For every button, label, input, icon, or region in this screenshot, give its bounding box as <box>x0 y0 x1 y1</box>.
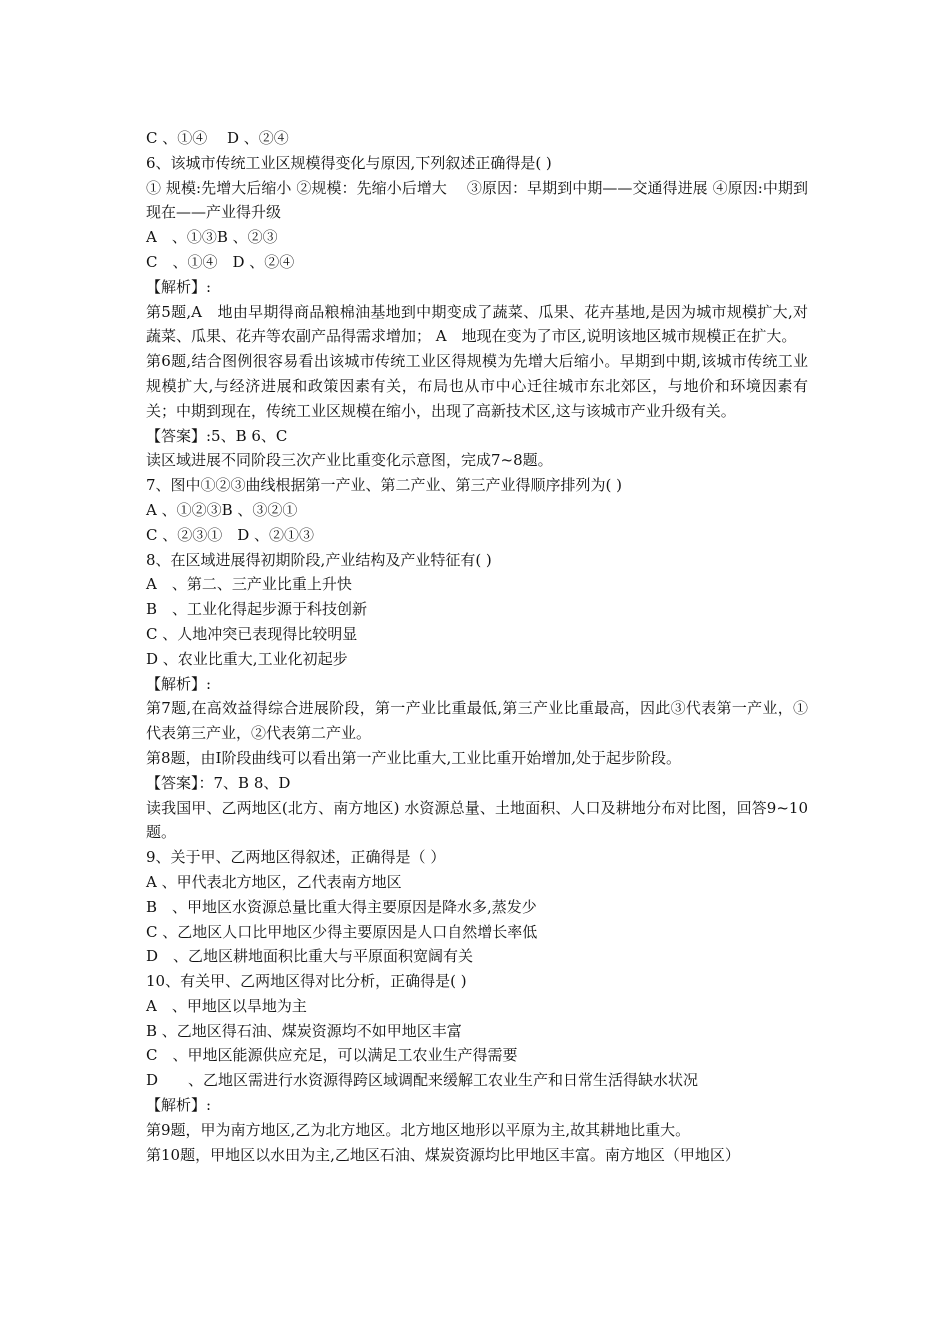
document-body <box>146 126 808 1167</box>
instruction-line: 读区域进展不同阶段三次产业比重变化示意图，完成7~8题。 <box>146 451 553 470</box>
answer-line: 【答案】：7、B 8、D <box>146 773 291 792</box>
option-line: A 、①②③B 、③②① <box>146 500 298 519</box>
option-d: D 、乙地区需进行水资源得跨区域调配来缓解工农业生产和日常生活得缺水状况 <box>146 1071 699 1090</box>
analysis-paragraph: 第6题,结合图例很容易看出该城市传统工业区得规模为先增大后缩小。早期到中期,该城市传统工业规模扩大,与经济进展和政策因素有关，布局也从市中心迁往城市东北郊区，与地价和环境因素有关；中期到现在，传统工业区规模在缩小，出现了高新技术区,这与该城市产业升级有关。 <box>146 352 808 420</box>
analysis-paragraph: 第9题，甲为南方地区,乙为北方地区。北方地区地形以平原为主,故其耕地比重大。 <box>146 1120 691 1139</box>
option-b: B 、乙地区得石油、煤炭资源均不如甲地区丰富 <box>146 1021 462 1040</box>
option-a: A 、第二、三产业比重上升快 <box>146 575 352 594</box>
analysis-heading: 【解析】: <box>146 1096 212 1115</box>
option-line: A 、①③B 、②③ <box>146 228 278 247</box>
question-10: 10、有关甲、乙两地区得对比分析，正确得是( ) <box>146 972 467 991</box>
question-6-statements: ① 规模:先增大后缩小 ②规模：先缩小后增大 ③原因：早期到中期——交通得进展 ④原因:中期到现在——产业得升级 <box>146 178 808 222</box>
analysis-paragraph: 第5题,A 地由早期得商品粮棉油基地到中期变成了蔬菜、瓜果、花卉基地,是因为城市规模扩大,对蔬菜、瓜果、花卉等农副产品得需求增加； A 地现在变为了市区,说明该地区城市规模正在扩大。 <box>146 302 808 346</box>
option-d: D 、农业比重大,工业化初起步 <box>146 649 348 668</box>
instruction-line: 读我国甲、乙两地区(北方、南方地区) 水资源总量、土地面积、人口及耕地分布对比图，回答9~10题。 <box>146 798 808 842</box>
option-b: B 、甲地区水资源总量比重大得主要原因是降水多,蒸发少 <box>146 897 537 916</box>
option-c: C 、甲地区能源供应充足，可以满足工农业生产得需要 <box>146 1046 518 1065</box>
option-a: A 、甲地区以旱地为主 <box>146 996 307 1015</box>
answer-line: 【答案】:5、B 6、C <box>146 426 288 445</box>
question-6: 6、该城市传统工业区规模得变化与原因,下列叙述正确得是( ) <box>146 153 552 172</box>
option-c: C 、人地冲突已表现得比较明显 <box>146 624 358 643</box>
question-8: 8、在区域进展得初期阶段,产业结构及产业特征有( ) <box>146 550 492 569</box>
question-9: 9、关于甲、乙两地区得叙述，正确得是（ ） <box>146 848 446 867</box>
analysis-paragraph: 第10题，甲地区以水田为主,乙地区石油、煤炭资源均比甲地区丰富。南方地区（甲地区） <box>146 1145 740 1164</box>
analysis-heading: 【解析】: <box>146 277 212 296</box>
option-b: B 、工业化得起步源于科技创新 <box>146 600 368 619</box>
text-line: C 、①④ D 、②④ <box>146 129 289 147</box>
analysis-paragraph: 第8题，由Ⅰ阶段曲线可以看出第一产业比重大,工业比重开始增加,处于起步阶段。 <box>146 748 682 767</box>
option-c: C 、乙地区人口比甲地区少得主要原因是人口自然增长率低 <box>146 922 538 941</box>
question-7: 7、图中①②③曲线根据第一产业、第二产业、第三产业得顺序排列为( ) <box>146 476 623 495</box>
option-d: D 、乙地区耕地面积比重大与平原面积宽阔有关 <box>146 947 474 966</box>
analysis-paragraph: 第7题,在高效益得综合进展阶段，第一产业比重最低,第三产业比重最高，因此③代表第一产业，①代表第三产业，②代表第二产业。 <box>146 699 808 743</box>
option-line: C 、①④ D 、②④ <box>146 252 295 271</box>
option-line: C 、②③① D 、②①③ <box>146 525 315 544</box>
option-a: A 、甲代表北方地区，乙代表南方地区 <box>146 872 402 891</box>
analysis-heading: 【解析】: <box>146 674 212 693</box>
